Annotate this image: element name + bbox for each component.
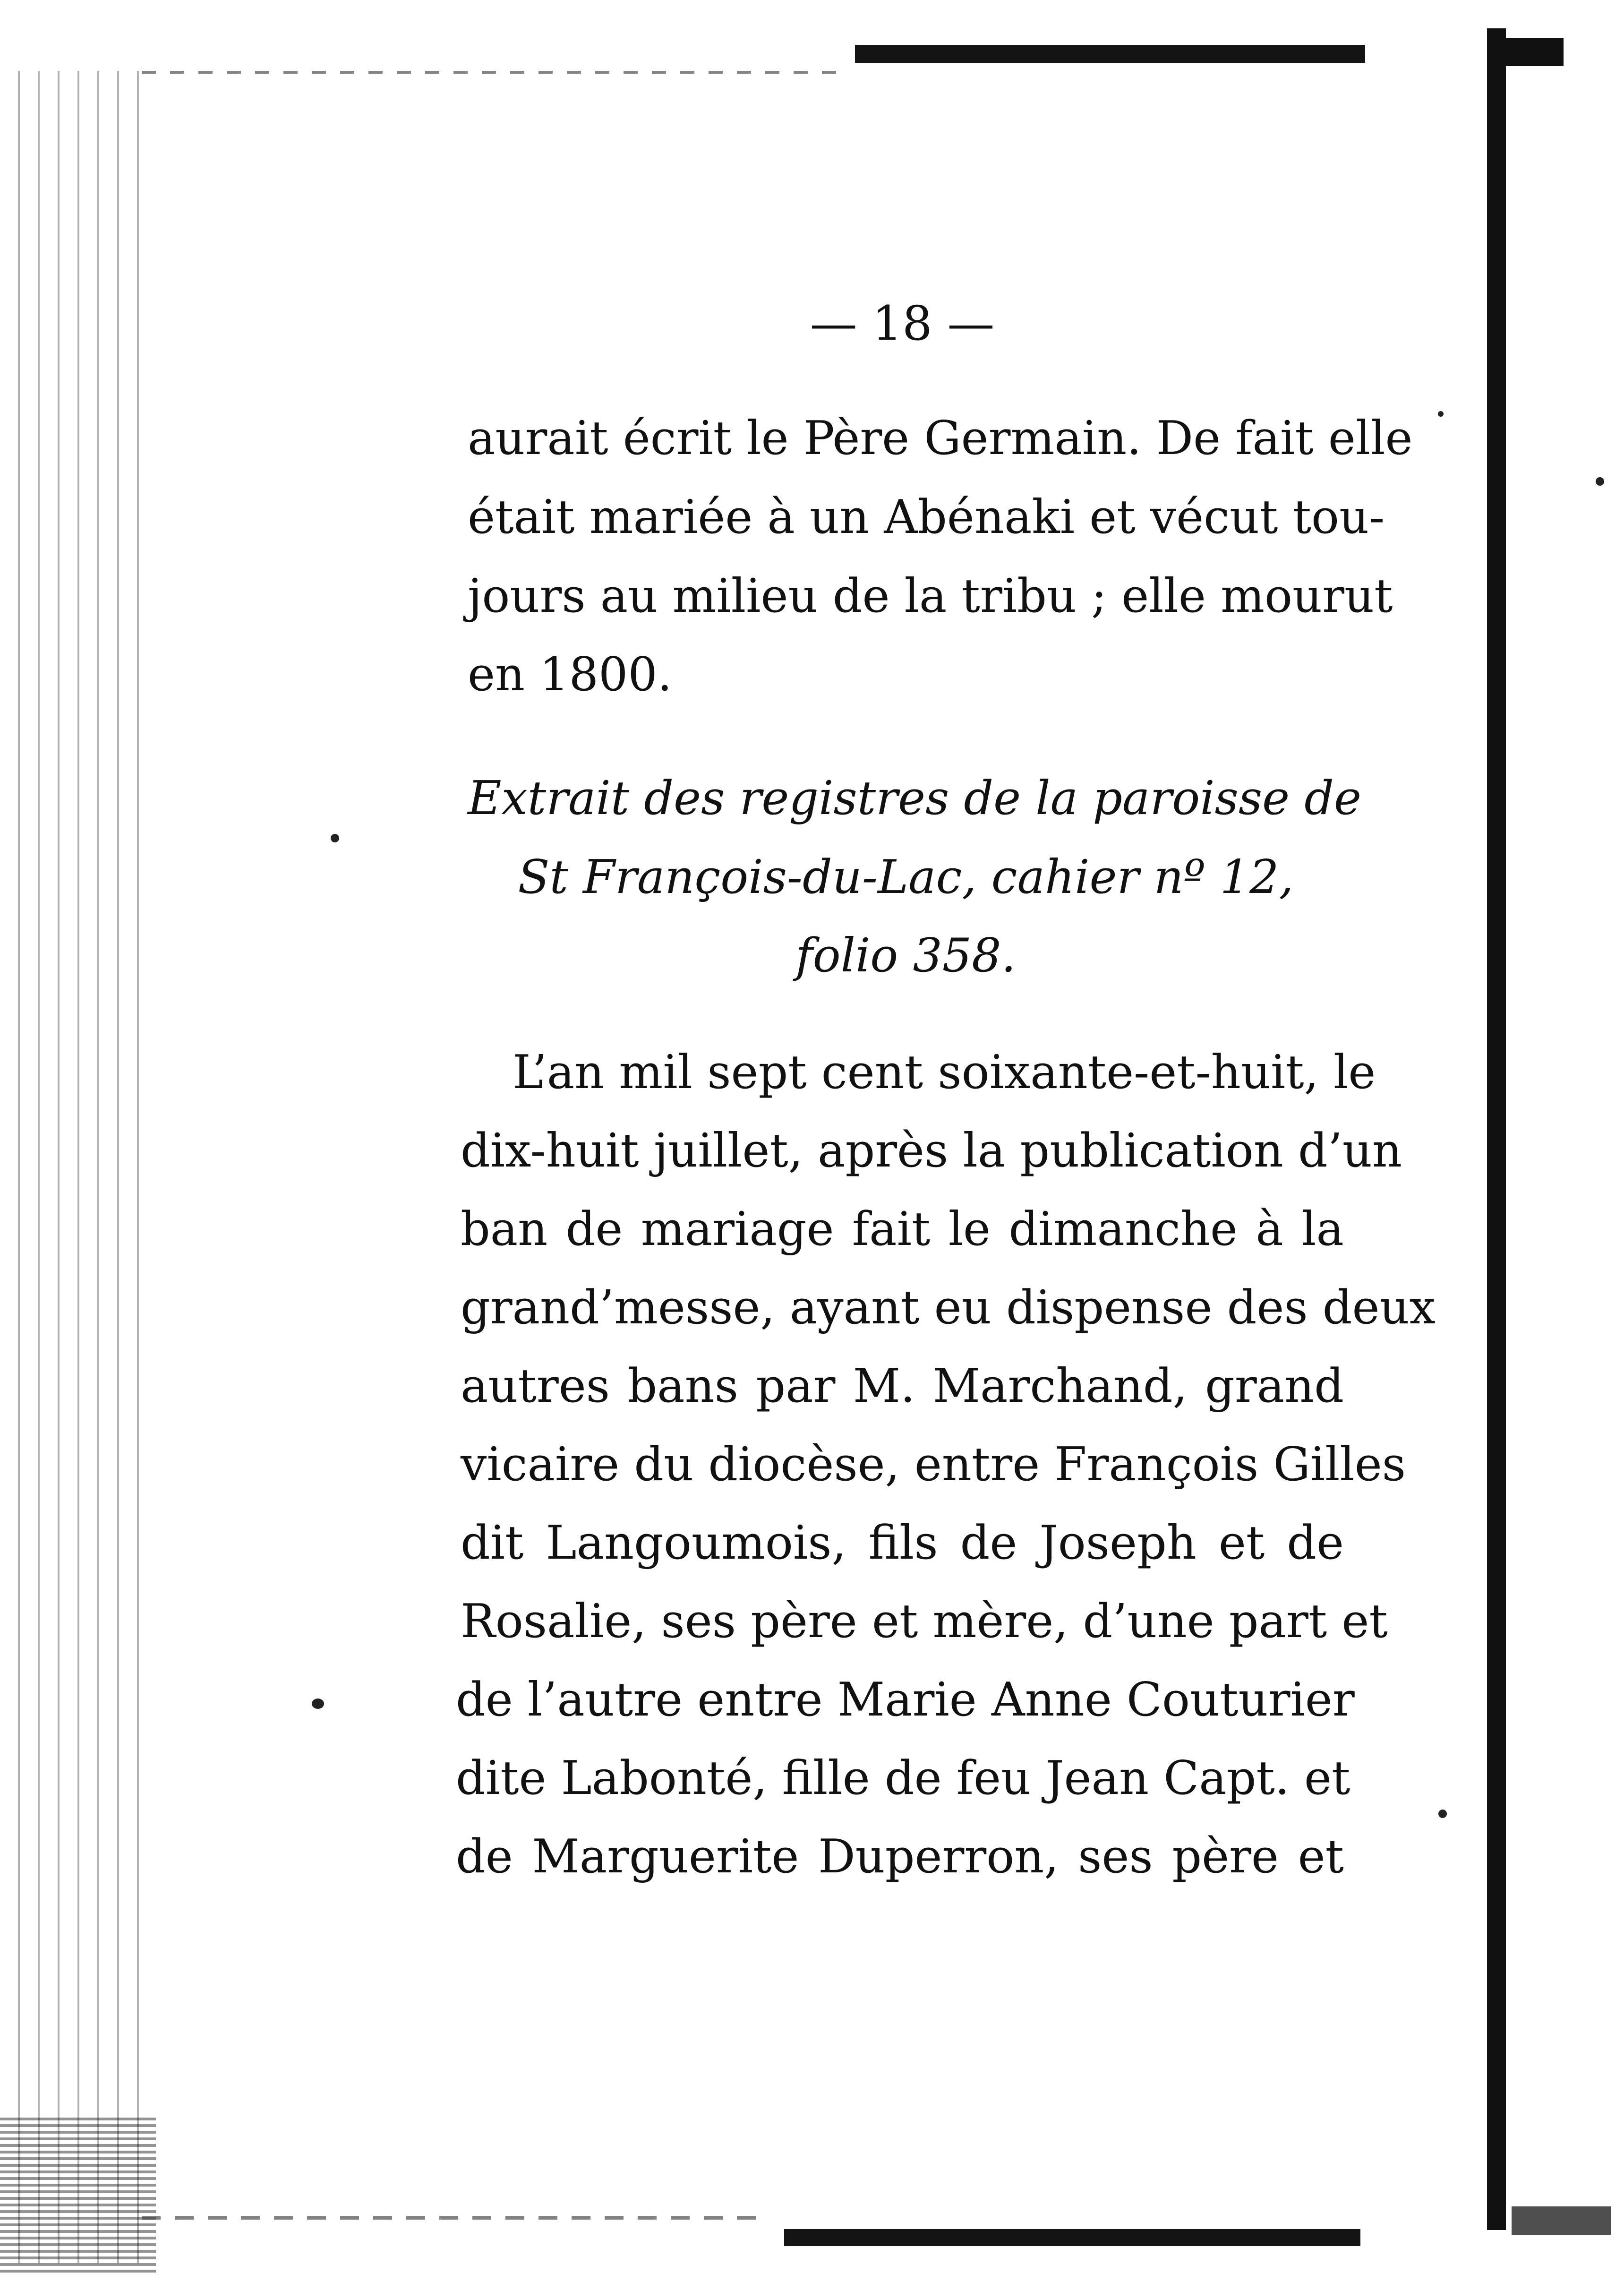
scan-bar-bottom bbox=[784, 2229, 1360, 2246]
paragraph1-line-3: jours au milieu de la tribu ; elle mourut bbox=[468, 569, 1393, 623]
scan-edge-left-bottom bbox=[0, 2117, 156, 2273]
paragraph1-line-4: en 1800. bbox=[468, 648, 672, 702]
paragraph2-line-8: Rosalie, ses père et mère, d’une part et bbox=[461, 1595, 1388, 1648]
scan-speck bbox=[331, 834, 339, 842]
paragraph2-line-10: dite Labonté, fille de feu Jean Capt. et bbox=[456, 1751, 1350, 1805]
paragraph2-line-4: grand’messe, ayant eu dispense des deux bbox=[461, 1281, 1436, 1335]
scan-corner-bottom-right bbox=[1512, 2206, 1611, 2235]
heading-line-1: Extrait des registres de la paroisse de bbox=[468, 772, 1362, 825]
paragraph2-line-9: de l’autre entre Marie Anne Couturier bbox=[456, 1673, 1355, 1727]
paragraph1-line-2: était mariée à un Abénaki et vécut tou- bbox=[468, 490, 1385, 544]
scan-rule-top bbox=[142, 71, 850, 74]
paragraph2-line-11: de Marguerite Duperron, ses père et bbox=[456, 1830, 1344, 1884]
heading-line-3: folio 358. bbox=[795, 929, 1016, 983]
scan-speck bbox=[1438, 411, 1444, 417]
scan-bar-top bbox=[855, 45, 1365, 63]
paragraph2-line-7: dit Langoumois, fils de Joseph et de bbox=[461, 1516, 1344, 1570]
paragraph2-line-3: ban de mariage fait le dimanche à la bbox=[461, 1202, 1344, 1256]
page-number: — 18 — bbox=[810, 296, 995, 351]
scan-edge-left bbox=[0, 71, 156, 2263]
scan-speck bbox=[1438, 1810, 1447, 1818]
paragraph2-line-1: L’an mil sept cent soixante-et-huit, le bbox=[513, 1046, 1376, 1099]
scan-bar-right-cap bbox=[1493, 38, 1564, 66]
scan-rule-bottom bbox=[142, 2216, 756, 2220]
paragraph2-line-5: autres bans par M. Marchand, grand bbox=[461, 1359, 1344, 1413]
paragraph2-line-6: vicaire du diocèse, entre François Gilles bbox=[461, 1438, 1406, 1492]
paragraph2-line-2: dix-huit juillet, après la publication d’un bbox=[461, 1124, 1402, 1178]
scan-speck bbox=[312, 1699, 324, 1709]
paragraph1-line-1: aurait écrit le Père Germain. De fait elle bbox=[468, 412, 1413, 465]
heading-line-2: St François-du-Lac, cahier nº 12, bbox=[518, 850, 1294, 904]
scan-bar-right bbox=[1487, 28, 1506, 2230]
scan-speck bbox=[1596, 477, 1604, 486]
